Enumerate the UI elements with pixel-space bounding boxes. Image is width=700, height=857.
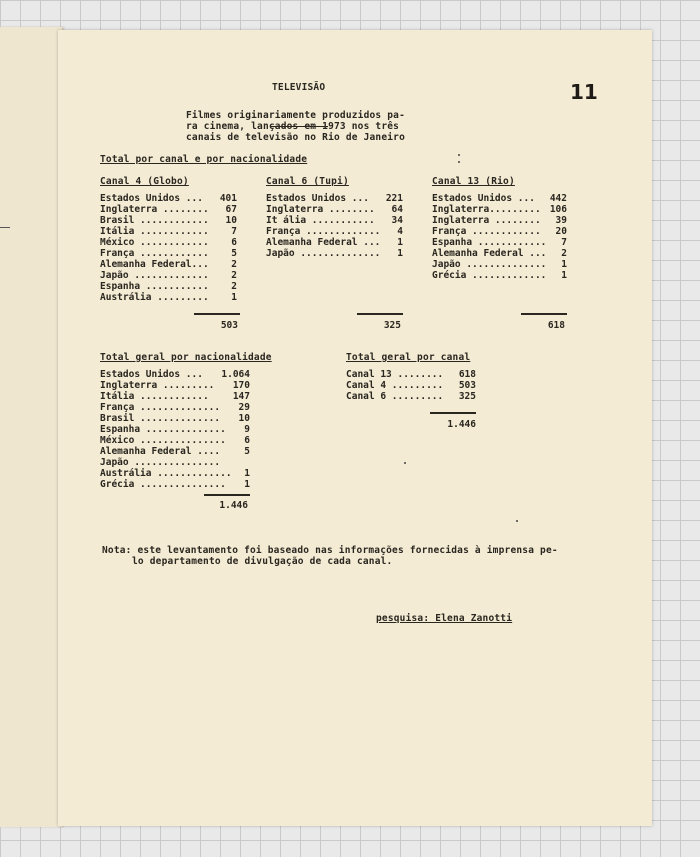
table-row: It ália ........... 34 bbox=[266, 215, 403, 226]
table-row: Austrália ............. 1 bbox=[100, 468, 250, 479]
ink-speck bbox=[458, 161, 460, 163]
table-row: Inglaterra ........ 39 bbox=[432, 215, 567, 226]
page-title: TELEVISÃO bbox=[272, 82, 326, 93]
total-rule bbox=[521, 313, 567, 315]
table-row: Japão ............... bbox=[100, 457, 221, 468]
table-row: Brasil ............ 10 bbox=[100, 215, 237, 226]
table-row: Itália ............ 7 bbox=[100, 226, 237, 237]
channel-heading: Canal 13 (Rio) bbox=[432, 176, 515, 187]
note-line-2: lo departamento de divulgação de cada canal. bbox=[132, 556, 393, 567]
note-line-1: Nota: este levantamento foi baseado nas informações fornecidas à imprensa pe- bbox=[102, 545, 558, 556]
table-row: Espanha ........... 2 bbox=[100, 281, 237, 292]
section-heading-total-by-channel: Total geral por canal bbox=[346, 352, 471, 363]
channel-heading: Canal 6 (Tupi) bbox=[266, 176, 349, 187]
nationality-grand-total: 1.446 bbox=[219, 500, 248, 511]
ink-speck bbox=[458, 154, 460, 156]
total-rule bbox=[194, 313, 240, 315]
table-row: México ............... 6 bbox=[100, 435, 250, 446]
section-heading-by-nationality: Total geral por nacionalidade bbox=[100, 352, 272, 363]
table-row: Espanha ............ 7 bbox=[432, 237, 567, 248]
credit-line: pesquisa: Elena Zanotti bbox=[376, 613, 513, 624]
channel-total: 325 bbox=[383, 320, 401, 331]
underlying-page-edge bbox=[0, 27, 63, 827]
channel-grand-total: 1.446 bbox=[447, 419, 476, 430]
table-row: Inglaterra ......... 170 bbox=[100, 380, 250, 391]
table-row: Alemanha Federal ... 1 bbox=[266, 237, 403, 248]
channel-heading: Canal 4 (Globo) bbox=[100, 176, 189, 187]
subtitle-line-2: ra cinema, lançados em 1973 nos três bbox=[186, 121, 400, 132]
table-row: Japão .............. 1 bbox=[266, 248, 403, 259]
total-rule bbox=[430, 412, 476, 414]
table-row: Japão ............. 2 bbox=[100, 270, 237, 281]
table-row: Austrália ......... 1 bbox=[100, 292, 237, 303]
table-row: Estados Unidos ... 401 bbox=[100, 193, 237, 204]
table-row: Grécia ............. 1 bbox=[432, 270, 567, 281]
table-row: Alemanha Federal ... 2 bbox=[432, 248, 567, 259]
page-number: 11 bbox=[570, 80, 598, 104]
table-row: Estados Unidos ... 1.064 bbox=[100, 369, 250, 380]
total-rule bbox=[204, 494, 250, 496]
table-row: Brasil .............. 10 bbox=[100, 413, 250, 424]
ink-speck bbox=[516, 520, 518, 522]
section-heading-by-channel: Total por canal e por nacionalidade bbox=[100, 154, 308, 165]
table-row: França ............ 20 bbox=[432, 226, 567, 237]
subtitle-line-1: Filmes originariamente produzidos pa- bbox=[186, 110, 406, 121]
table-row: Alemanha Federal... 2 bbox=[100, 259, 237, 270]
table-row: Inglaterra......... 106 bbox=[432, 204, 567, 215]
table-row: Canal 13 ........ 618 bbox=[346, 369, 476, 380]
channel-total: 618 bbox=[547, 320, 565, 331]
document-page bbox=[58, 30, 652, 826]
table-row: Inglaterra ........ 64 bbox=[266, 204, 403, 215]
table-row: Estados Unidos ... 221 bbox=[266, 193, 403, 204]
table-row: França .............. 29 bbox=[100, 402, 250, 413]
table-row: Inglaterra ........ 67 bbox=[100, 204, 237, 215]
table-row: Itália ............ 147 bbox=[100, 391, 250, 402]
table-row: França ............ 5 bbox=[100, 248, 237, 259]
table-row: Grécia ............... 1 bbox=[100, 479, 250, 490]
table-row: Canal 4 ......... 503 bbox=[346, 380, 476, 391]
table-row: Japão .............. 1 bbox=[432, 259, 567, 270]
table-row: Estados Unidos ... 442 bbox=[432, 193, 567, 204]
total-rule bbox=[357, 313, 403, 315]
subtitle-line-3: canais de televisão no Rio de Janeiro bbox=[186, 132, 406, 143]
table-row: Alemanha Federal .... 5 bbox=[100, 446, 250, 457]
ink-speck bbox=[404, 462, 406, 464]
channel-total: 503 bbox=[220, 320, 238, 331]
table-row: Espanha .............. 9 bbox=[100, 424, 250, 435]
table-row: México ............ 6 bbox=[100, 237, 237, 248]
table-row: Canal 6 ......... 325 bbox=[346, 391, 476, 402]
table-row: França ............. 4 bbox=[266, 226, 403, 237]
